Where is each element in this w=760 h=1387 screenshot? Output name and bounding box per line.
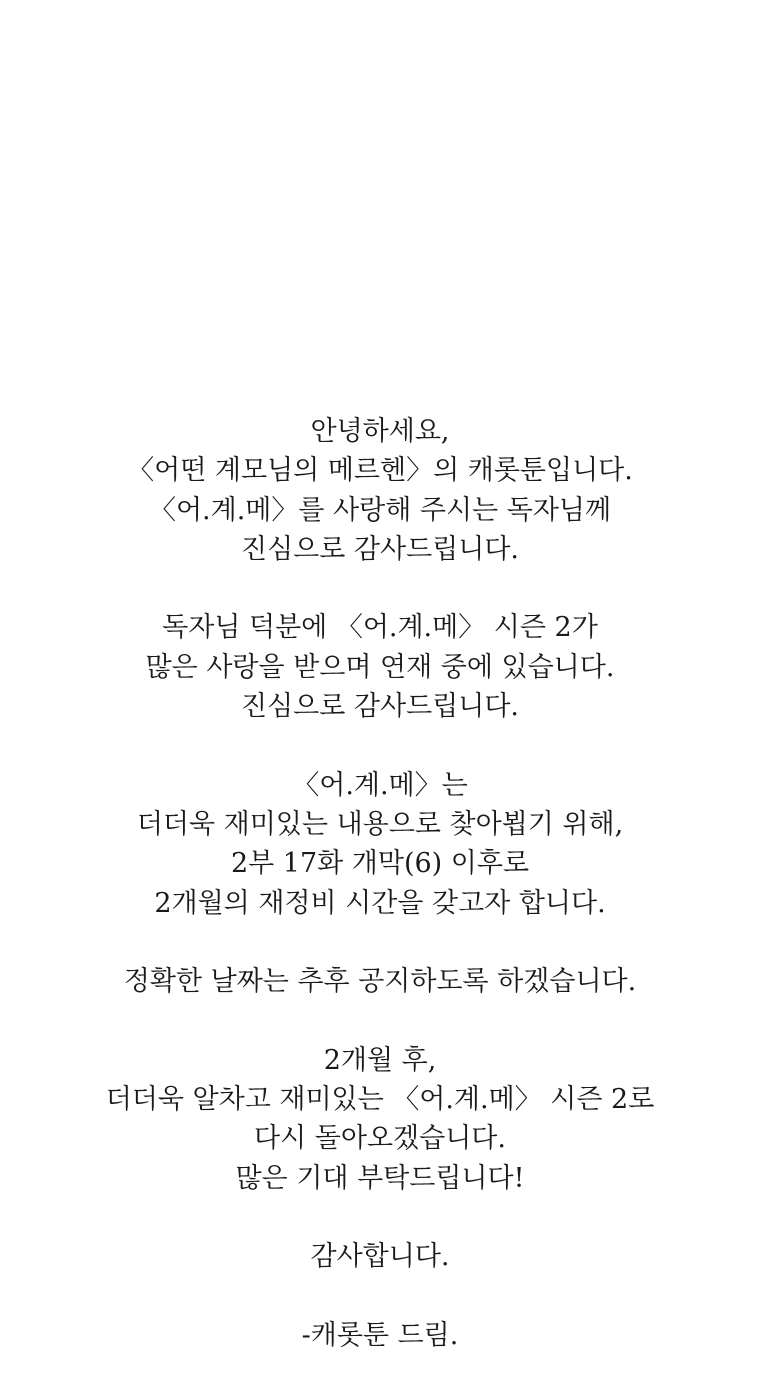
date-line: 정확한 날짜는 추후 공지하도록 하겠습니다. (123, 966, 637, 998)
hiatus-line: 더더욱 재미있는 내용으로 찾아뵙기 위해, (136, 808, 624, 840)
paragraph-spacer (0, 569, 760, 608)
hiatus-line: 〈어.계.메〉는 (292, 769, 468, 801)
season-line: 독자님 덕분에 〈어.계.메〉 시즌 2가 (162, 612, 598, 644)
gratitude-line: 진심으로 감사드립니다. (241, 691, 519, 723)
paragraph-spacer (0, 923, 760, 962)
hiatus-line: 2개월의 재정비 시간을 갖고자 합니다. (154, 887, 606, 919)
greeting-line: 안녕하세요, (310, 416, 450, 447)
return-line: 다시 돌아오겠습니다. (254, 1123, 506, 1155)
season-paragraph (0, 608, 760, 726)
greeting-paragraph (0, 412, 760, 569)
return-paragraph (0, 1041, 760, 1198)
return-line: 많은 기대 부탁드립니다! (235, 1162, 525, 1194)
return-line: 더더욱 알차고 재미있는 〈어.계.메〉 시즌 2로 (105, 1084, 655, 1116)
hiatus-notice (0, 412, 760, 1355)
paragraph-spacer (0, 1277, 760, 1316)
date-paragraph (0, 962, 760, 1001)
paragraph-spacer (0, 726, 760, 765)
author-intro-line: 〈어떤 계모님의 메르헨〉의 캐롯툰입니다. (127, 455, 633, 487)
reader-address-line: 〈어.계.메〉를 사랑해 주시는 독자님께 (148, 494, 612, 526)
hiatus-line: 2부 17화 개막(6) 이후로 (230, 848, 530, 880)
paragraph-spacer (0, 1198, 760, 1237)
season-line: 많은 사랑을 받으며 연재 중에 있습니다. (145, 651, 615, 683)
paragraph-spacer (0, 1001, 760, 1040)
signature-line: -캐롯툰 드림. (301, 1319, 459, 1351)
hiatus-paragraph (0, 766, 760, 923)
thanks-line: 감사합니다. (310, 1241, 450, 1273)
return-line: 2개월 후, (323, 1044, 437, 1076)
gratitude-line: 진심으로 감사드립니다. (241, 533, 519, 565)
